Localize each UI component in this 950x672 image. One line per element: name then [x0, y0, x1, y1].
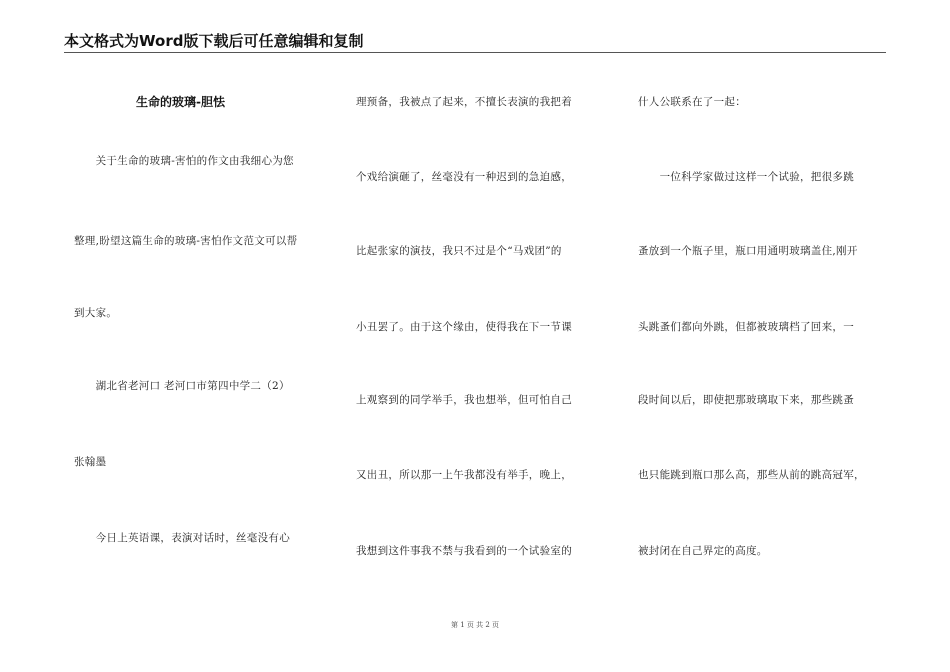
- text-line: 又出丑，所以那一上午我都没有举手，晚上，: [356, 469, 572, 481]
- text-line: 个戏给演砸了，丝毫没有一种迟到的急迫感，: [356, 171, 572, 183]
- text-line: 什人公联系在了一起：: [638, 96, 746, 108]
- text-line: 我想到这件事我不禁与我看到的一个试验室的: [356, 545, 572, 557]
- text-line: 湖北省老河口 老河口市第四中学二（2）: [74, 380, 290, 392]
- text-line: 关于生命的玻璃-害怕的作文由我细心为您: [74, 155, 294, 167]
- document-header: 本文格式为Word版下载后可任意编辑和复制: [64, 32, 364, 50]
- text-line: 蚤放到一个瓶子里，瓶口用通明玻璃盖住,刚开: [638, 245, 858, 257]
- text-line: 一位科学家做过这样一个试验，把很多跳: [638, 171, 854, 183]
- text-line: 张翰墨: [74, 456, 107, 468]
- text-line: 头跳蚤们都向外跳，但都被玻璃档了回来，一: [638, 321, 854, 333]
- text-line: 被封闭在自己界定的高度。: [638, 545, 768, 557]
- text-line: 今日上英语课，表演对话时，丝毫没有心: [74, 532, 290, 544]
- text-line: 上观察到的同学举手，我也想举，但可怕自己: [356, 394, 572, 406]
- text-line: 也只能跳到瓶口那么高，那些从前的跳高冠军，: [638, 469, 865, 481]
- text-line: 到大家。: [74, 307, 118, 319]
- header-divider: [64, 52, 886, 53]
- text-line: 小丑罢了。由于这个缘由，使得我在下一节课: [356, 321, 572, 333]
- text-line: 段时间以后，即使把那玻璃取下来，那些跳蚤: [638, 394, 854, 406]
- text-line: 理预备，我被点了起来，不擅长表演的我把着: [356, 96, 572, 108]
- text-line: 整理,盼望这篇生命的玻璃-害怕作文范文可以帮: [74, 235, 298, 247]
- article-title: 生命的玻璃-胆怯: [136, 95, 225, 109]
- text-line: 比起张家的演技，我只不过是个“马戏团”的: [356, 245, 562, 257]
- page-number: 第 1 页 共 2 页: [450, 621, 500, 629]
